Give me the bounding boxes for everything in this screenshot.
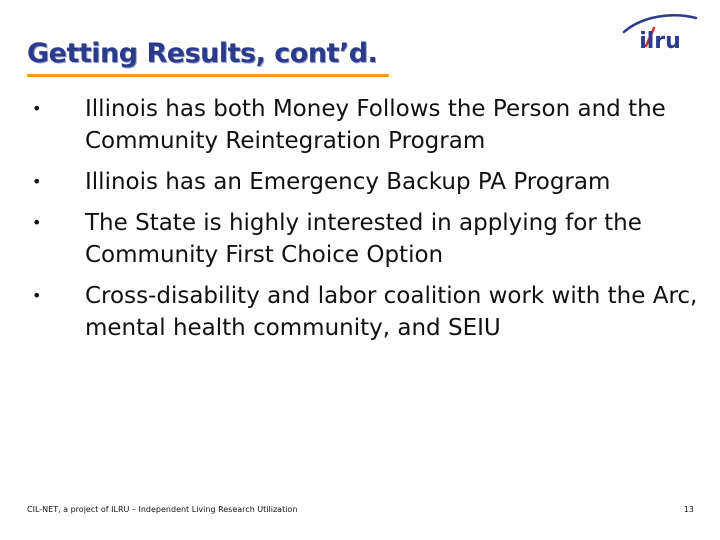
bullet-item (30, 207, 700, 271)
bullet-marker: • (32, 286, 42, 305)
footer-credit: CIL-NET, a project of ILRU – Independent Living Research Utilization (27, 505, 298, 514)
bullet-marker: • (32, 99, 42, 118)
bullet-item (30, 93, 700, 157)
bullet-marker: • (32, 213, 42, 232)
logo-text: ilru (639, 29, 681, 54)
bullet-list (30, 93, 700, 344)
bullet-text: Cross-disability and labor coalition work with the Arc, mental health community, and SEIU (85, 283, 698, 341)
ilru-logo (620, 8, 700, 54)
bullet-item (30, 280, 700, 344)
bullet-text: Illinois has an Emergency Backup PA Program (85, 169, 611, 195)
title-underline (27, 74, 389, 77)
page-number: 13 (683, 505, 694, 514)
slide-title: Getting Results, cont’d. (27, 38, 378, 69)
bullet-marker: • (32, 172, 42, 191)
bullet-text: Illinois has both Money Follows the Person and the Community Reintegration Program (85, 96, 666, 154)
bullet-item (30, 166, 700, 198)
bullet-text: The State is highly interested in applying for the Community First Choice Option (85, 210, 642, 268)
